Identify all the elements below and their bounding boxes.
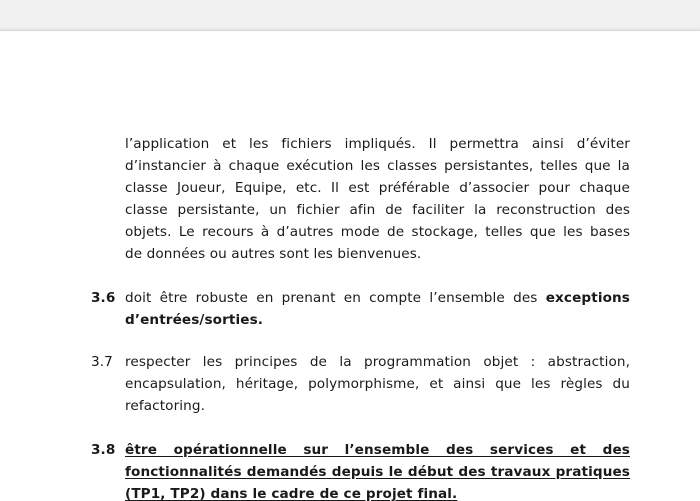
paragraph-line: de données ou autres sont les bienvenues. [125, 246, 422, 262]
item-3-8-line: fonctionnalités demandés depuis le début des travaux pratiques [125, 464, 630, 480]
item-number-3-7: 3.7 [91, 354, 113, 370]
paragraph-continuation [125, 133, 630, 265]
paragraph-line: d’instancier à chaque exécution les classes persistantes, telles que la [125, 158, 630, 174]
item-number-3-8: 3.8 [91, 442, 116, 458]
document-page [0, 30, 700, 501]
item-3-8-line: être opérationnelle sur l’ensemble des services et des [125, 442, 630, 458]
item-3-6-bold-exceptions: exceptions [545, 290, 630, 306]
paragraph-line: classe persistante, un fichier afin de faciliter la reconstruction des [125, 202, 630, 218]
item-3-7-line: encapsulation, héritage, polymorphisme, et ainsi que les règles du [125, 376, 630, 392]
paragraph-line: classe Joueur, Equipe, etc. Il est préférable d’associer pour chaque [125, 180, 630, 196]
item-3-6-text [125, 287, 630, 331]
item-3-8-text [125, 439, 630, 501]
item-number-3-6: 3.6 [91, 290, 116, 306]
item-3-8-line: (TP1, TP2) dans le cadre de ce projet final. [125, 486, 458, 501]
paragraph-line: objets. Le recours à d’autres mode de stockage, telles que les bases [125, 224, 630, 240]
item-3-7-line: refactoring. [125, 398, 206, 414]
item-3-6-bold-io: d’entrées/sorties. [125, 312, 264, 328]
item-3-6-line-1 [125, 287, 630, 309]
paragraph-line: l’application et les fichiers impliqués. Il permettra ainsi d’éviter [125, 136, 630, 152]
item-3-6-plain-text: doit être robuste en prenant en compte l’ensemble des [125, 290, 546, 306]
item-3-7-line: respecter les principes de la programmation objet : abstraction, [125, 354, 630, 370]
item-3-7-text [125, 351, 630, 417]
